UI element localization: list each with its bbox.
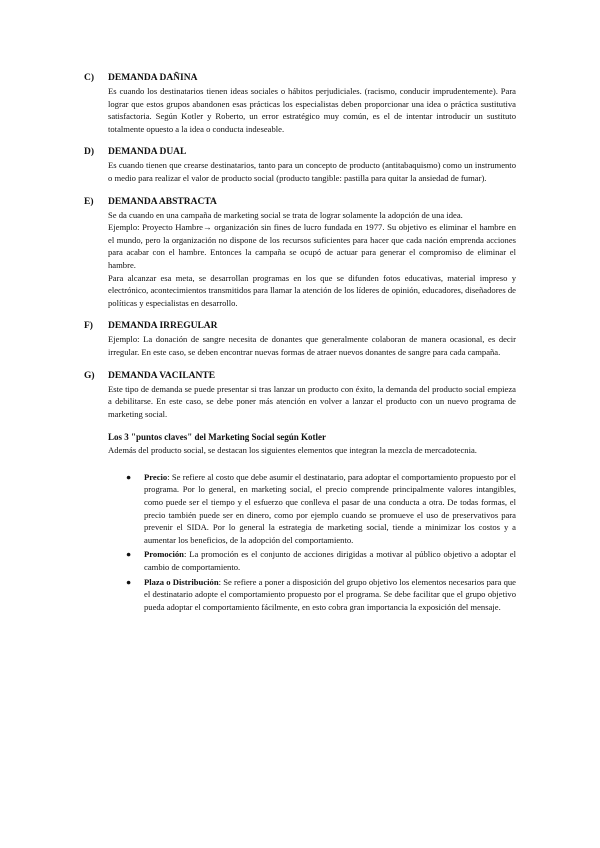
section-title: DEMANDA VACILANTE (108, 370, 216, 381)
paragraph: Es cuando tienen que crearse destinatarios, tanto para un concepto de producto (antitabaquismo) como un instrumento o medio para realizar el valor de producto social (producto tangible: pastilla para quitar la ansiedad de fumar). (108, 160, 516, 183)
key-points-list (126, 471, 516, 614)
page-content (84, 72, 516, 615)
section-demanda-dual (84, 146, 516, 184)
section-letter: D) (84, 147, 95, 158)
section-title: DEMANDA DUAL (108, 147, 187, 158)
section-heading (84, 72, 516, 85)
section-demanda-irregular (84, 320, 516, 358)
paragraph: Para alcanzar esa meta, se desarrollan programas en los que se difunden fotos educativas, material impreso y electrónico, acontecimientos transmitidos para llamar la atención de los líderes de opinión, educadores, diseñadores de políticas y especialistas en desarrollo. (108, 272, 516, 308)
paragraph: Ejemplo: La donación de sangre necesita de donantes que generalmente colaboran de manera ocasional, es decir irregular. En este caso, se deben encontrar nuevas formas de atraer nuevos donantes de sangre para cada campaña. (108, 334, 516, 357)
section-letter: G) (84, 370, 95, 381)
key-points-intro: Además del producto social, se destacan los siguientes elementos que integran la mezcla de mercadotecnia. (108, 445, 477, 456)
key-points-title: Los 3 "puntos claves" del Marketing Social según Kotler (108, 432, 326, 443)
section-body (108, 159, 516, 184)
item-term: Precio (144, 471, 168, 482)
section-heading (84, 146, 516, 159)
item-text: : Se refiere al costo que debe asumir el destinatario, para adoptar el comportamiento propuesto por el programa. Por lo general, en marketing social, el precio comprende principalmente valores intangibles, como puede ser el tiempo y el esfuerzo que conlleva el pasar de una conducta a otra. De todas formas, el precio también puede ser en dinero, como por ejemplo cuando se promueve el uso de preservativos para prevenir el SIDA. Por lo general la estrategia de marketing social, tiende a minimizar los costos y a aumentar los beneficios, de la adopción del comportamiento. (144, 471, 516, 545)
item-term: Plaza o Distribución (144, 576, 219, 587)
item-text: : Se refiere a poner a disposición del grupo objetivo los elementos necesarios para que el destinatario adopte el comportamiento propuesto por el programa. Se debe facilitar que el grupo objetivo pueda adoptar el comportamiento fácilmente, en esto cobra gran importancia la exposición del mensaje. (144, 576, 516, 612)
section-demanda-vacilante (84, 370, 516, 421)
section-heading (84, 370, 516, 383)
section-letter: F) (84, 321, 93, 332)
section-body (108, 383, 516, 421)
section-body (108, 333, 516, 358)
item-term: Promoción (144, 549, 184, 560)
paragraph: Ejemplo: Proyecto Hambre→ organización sin fines de lucro fundada en 1977. Su objetivo es eliminar el hambre en el mundo, pero la organización no dispone de los recursos suficientes para hacer que cada nación emprenda acciones para acabar con el hambre. Entonces la campaña se ocupó de actuar para generar el compromiso de eliminar el hambre. (108, 222, 516, 270)
section-title: DEMANDA IRREGULAR (108, 321, 218, 332)
section-demanda-abstracta (84, 196, 516, 310)
list-item-precio (126, 471, 516, 547)
bullet-icon: ● (126, 576, 132, 587)
paragraph: Este tipo de demanda se puede presentar si tras lanzar un producto con éxito, la demanda del producto social empieza a debilitarse. En este caso, se debe poner más atención en volver a lanzar el producto con un nuevo programa de marketing social. (108, 383, 516, 419)
paragraph: Es cuando los destinatarios tienen ideas sociales o hábitos perjudiciales. (racismo, conducir imprudentemente). Para lograr que estos grupos abandonen esas prácticas los especialistas deben proporcionar una idea o práctica sustitutiva satisfactoria. Según Kotler y Roberto, un error estratégico muy común, es el de intentar introducir un sustituto totalmente opuesto a la idea o conducta indeseable. (108, 86, 516, 134)
bullet-icon: ● (126, 471, 132, 482)
section-letter: C) (84, 73, 95, 83)
list-item-promocion (126, 548, 516, 573)
section-title: DEMANDA ABSTRACTA (108, 196, 217, 207)
list-item-plaza (126, 576, 516, 614)
section-body (108, 209, 516, 310)
item-text: : La promoción es el conjunto de acciones dirigidas a motivar al público objetivo a adoptar el cambio de comportamiento. (144, 549, 516, 573)
bullet-icon: ● (126, 549, 132, 560)
section-body (108, 85, 516, 135)
section-title: DEMANDA DAÑINA (108, 73, 198, 83)
section-letter: E) (84, 196, 94, 207)
section-heading (84, 320, 516, 333)
section-heading (84, 196, 516, 209)
paragraph: Se da cuando en una campaña de marketing social se trata de lograr solamente la adopción de una idea. (108, 209, 463, 220)
section-demanda-danina (84, 72, 516, 135)
